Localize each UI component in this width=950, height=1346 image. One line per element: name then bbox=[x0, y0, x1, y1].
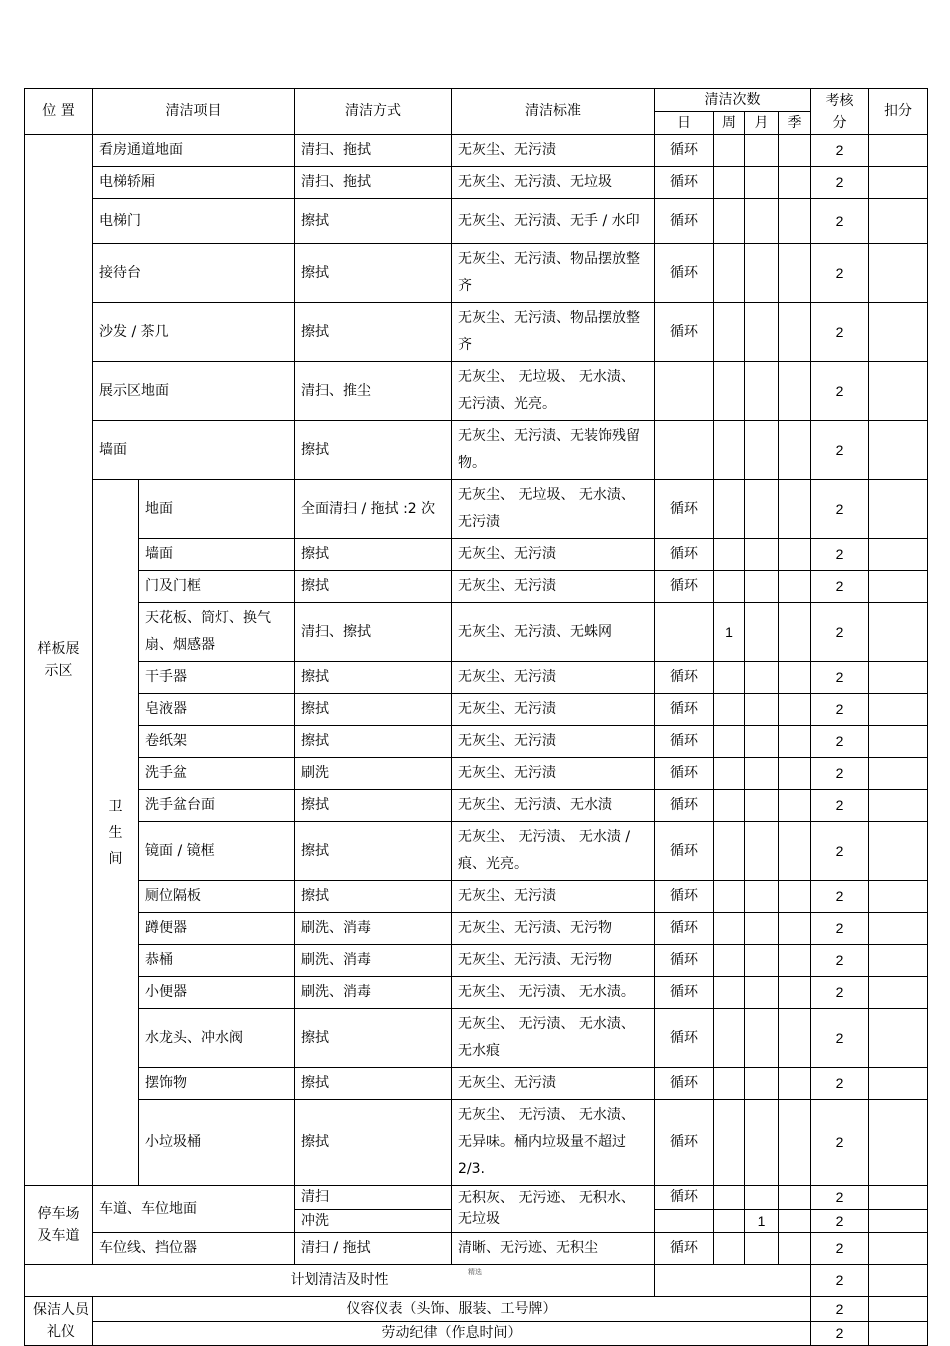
season-cell bbox=[779, 726, 811, 758]
deduct-cell bbox=[869, 603, 928, 662]
header-week: 周 bbox=[714, 112, 745, 135]
month-cell bbox=[745, 303, 779, 362]
deduct-cell bbox=[869, 1209, 928, 1233]
score-cell: 2 bbox=[811, 1233, 869, 1265]
deduct-cell bbox=[869, 421, 928, 480]
score-cell: 2 bbox=[811, 726, 869, 758]
standard-cell: 清晰、无污迹、无积尘 bbox=[452, 1233, 655, 1265]
method-cell: 擦拭 bbox=[295, 726, 452, 758]
item-cell: 墙面 bbox=[93, 421, 295, 480]
item-cell: 电梯门 bbox=[93, 199, 295, 244]
score-cell: 2 bbox=[811, 571, 869, 603]
season-cell bbox=[779, 480, 811, 539]
week-cell bbox=[714, 822, 745, 881]
day-cell: 循环 bbox=[655, 977, 714, 1009]
day-cell: 循环 bbox=[655, 1233, 714, 1265]
score-cell: 2 bbox=[811, 480, 869, 539]
month-cell bbox=[745, 1009, 779, 1068]
month-cell bbox=[745, 362, 779, 421]
month-cell bbox=[745, 480, 779, 539]
standard-cell: 无灰尘、无污渍、无污物 bbox=[452, 945, 655, 977]
deduct-cell bbox=[869, 881, 928, 913]
table-row bbox=[25, 1186, 928, 1210]
season-cell bbox=[779, 167, 811, 199]
day-cell: 循环 bbox=[655, 822, 714, 881]
season-cell bbox=[779, 945, 811, 977]
method-cell: 清扫 / 拖拭 bbox=[295, 1233, 452, 1265]
score-cell: 2 bbox=[811, 1100, 869, 1186]
month-cell bbox=[745, 822, 779, 881]
score-cell: 2 bbox=[811, 822, 869, 881]
method-cell: 清扫、擦拭 bbox=[295, 603, 452, 662]
month-cell bbox=[745, 539, 779, 571]
header-standard: 清洁标准 bbox=[452, 89, 655, 135]
standard-cell: 无灰尘、无污渍 bbox=[452, 694, 655, 726]
day-cell: 循环 bbox=[655, 913, 714, 945]
deduct-cell bbox=[869, 662, 928, 694]
standard-cell: 无灰尘、无污渍 bbox=[452, 135, 655, 167]
item-cell: 展示区地面 bbox=[93, 362, 295, 421]
day-cell: 循环 bbox=[655, 1186, 714, 1210]
standard-cell: 无灰尘、无污渍、无蛛网 bbox=[452, 603, 655, 662]
standard-cell: 无灰尘、无污渍、无手 / 水印 bbox=[452, 199, 655, 244]
item-cell: 看房通道地面 bbox=[93, 135, 295, 167]
page-footer: 精选 bbox=[468, 1268, 482, 1276]
day-cell bbox=[655, 362, 714, 421]
item-cell: 沙发 / 茶几 bbox=[93, 303, 295, 362]
standard-cell: 无灰尘、无污渍、无污物 bbox=[452, 913, 655, 945]
month-cell bbox=[745, 977, 779, 1009]
day-cell: 循环 bbox=[655, 1068, 714, 1100]
season-cell bbox=[779, 977, 811, 1009]
header-frequency: 清洁次数 bbox=[655, 89, 811, 112]
deduct-cell bbox=[869, 726, 928, 758]
deduct-cell bbox=[869, 480, 928, 539]
day-cell: 循环 bbox=[655, 726, 714, 758]
score-cell: 2 bbox=[811, 977, 869, 1009]
table-row bbox=[25, 135, 928, 167]
table-row bbox=[25, 199, 928, 244]
item-cell: 镜面 / 镜框 bbox=[139, 822, 295, 881]
item-cell: 蹲便器 bbox=[139, 913, 295, 945]
standard-cell: 无灰尘、无污渍、物品摆放整齐 bbox=[452, 303, 655, 362]
table-row bbox=[25, 539, 928, 571]
standard-cell: 无灰尘、无污渍 bbox=[452, 571, 655, 603]
day-cell: 循环 bbox=[655, 571, 714, 603]
standard-cell: 无灰尘、 无污渍、 无水渍、无水痕 bbox=[452, 1009, 655, 1068]
header-position: 位 置 bbox=[25, 89, 93, 135]
score-cell: 2 bbox=[811, 881, 869, 913]
cleaning-inspection-table bbox=[24, 88, 928, 1346]
table-row bbox=[25, 913, 928, 945]
method-cell: 擦拭 bbox=[295, 881, 452, 913]
deduct-cell bbox=[869, 539, 928, 571]
standard-cell: 无灰尘、无污渍 bbox=[452, 662, 655, 694]
season-cell bbox=[779, 199, 811, 244]
standard-cell: 无灰尘、无污渍 bbox=[452, 1068, 655, 1100]
score-cell: 2 bbox=[811, 1297, 869, 1322]
deduct-cell bbox=[869, 1100, 928, 1186]
score-cell: 2 bbox=[811, 1068, 869, 1100]
method-cell: 刷洗 bbox=[295, 758, 452, 790]
deduct-cell bbox=[869, 244, 928, 303]
standard-cell: 无灰尘、 无污渍、 无水渍、无异味。桶内垃圾量不超过 2/3. bbox=[452, 1100, 655, 1186]
day-cell: 循环 bbox=[655, 244, 714, 303]
method-cell: 擦拭 bbox=[295, 1100, 452, 1186]
score-cell: 2 bbox=[811, 135, 869, 167]
week-cell bbox=[714, 1209, 745, 1233]
deduct-cell bbox=[869, 758, 928, 790]
table-row bbox=[25, 790, 928, 822]
table-row bbox=[25, 1100, 928, 1186]
score-cell: 2 bbox=[811, 913, 869, 945]
item-cell: 墙面 bbox=[139, 539, 295, 571]
season-cell bbox=[779, 244, 811, 303]
table-row bbox=[25, 167, 928, 199]
week-cell bbox=[714, 945, 745, 977]
month-cell bbox=[745, 913, 779, 945]
item-cell: 小便器 bbox=[139, 977, 295, 1009]
section-showroom: 样板展示区 bbox=[25, 135, 93, 1186]
standard-cell: 无灰尘、无污渍、无垃圾 bbox=[452, 167, 655, 199]
table-row bbox=[25, 421, 928, 480]
table-row bbox=[25, 881, 928, 913]
table-row bbox=[25, 603, 928, 662]
plan-label: 计划清洁及时性 bbox=[25, 1265, 655, 1297]
table-row bbox=[25, 480, 928, 539]
table-row bbox=[25, 1009, 928, 1068]
week-cell bbox=[714, 199, 745, 244]
method-cell: 清扫、推尘 bbox=[295, 362, 452, 421]
season-cell bbox=[779, 822, 811, 881]
score-cell: 2 bbox=[811, 539, 869, 571]
method-cell: 擦拭 bbox=[295, 822, 452, 881]
season-cell bbox=[779, 881, 811, 913]
deduct-cell bbox=[869, 1297, 928, 1322]
section-restroom: 卫生间 bbox=[93, 480, 139, 1186]
week-cell bbox=[714, 1233, 745, 1265]
season-cell bbox=[779, 758, 811, 790]
deduct-cell bbox=[869, 199, 928, 244]
method-cell: 冲洗 bbox=[295, 1209, 452, 1233]
deduct-cell bbox=[869, 790, 928, 822]
month-cell bbox=[745, 662, 779, 694]
day-cell: 循环 bbox=[655, 945, 714, 977]
section-etiquette: 保洁人员礼仪 bbox=[25, 1297, 93, 1346]
day-cell bbox=[655, 603, 714, 662]
season-cell bbox=[779, 539, 811, 571]
header-item: 清洁项目 bbox=[93, 89, 295, 135]
season-cell bbox=[779, 694, 811, 726]
season-cell bbox=[779, 603, 811, 662]
day-cell bbox=[655, 421, 714, 480]
month-cell bbox=[745, 790, 779, 822]
week-cell bbox=[714, 362, 745, 421]
table-row bbox=[25, 1297, 928, 1322]
day-cell: 循环 bbox=[655, 303, 714, 362]
deduct-cell bbox=[869, 1068, 928, 1100]
week-cell bbox=[714, 881, 745, 913]
table-row bbox=[25, 945, 928, 977]
standard-cell: 无灰尘、无污渍、无水渍 bbox=[452, 790, 655, 822]
week-cell bbox=[714, 1068, 745, 1100]
week-cell: 1 bbox=[714, 603, 745, 662]
score-cell: 2 bbox=[811, 1321, 869, 1346]
section-parking: 停车场及车道 bbox=[25, 1186, 93, 1265]
method-cell: 擦拭 bbox=[295, 1009, 452, 1068]
deduct-cell bbox=[869, 694, 928, 726]
table-row bbox=[25, 822, 928, 881]
month-cell bbox=[745, 1068, 779, 1100]
deduct-cell bbox=[869, 362, 928, 421]
method-cell: 擦拭 bbox=[295, 1068, 452, 1100]
table-row bbox=[25, 1321, 928, 1346]
day-cell: 循环 bbox=[655, 480, 714, 539]
header-method: 清洁方式 bbox=[295, 89, 452, 135]
item-cell: 皂液器 bbox=[139, 694, 295, 726]
score-cell: 2 bbox=[811, 421, 869, 480]
method-cell: 擦拭 bbox=[295, 244, 452, 303]
week-cell bbox=[714, 662, 745, 694]
month-cell: 1 bbox=[745, 1209, 779, 1233]
season-cell bbox=[779, 421, 811, 480]
item-cell: 卷纸架 bbox=[139, 726, 295, 758]
week-cell bbox=[714, 1186, 745, 1210]
day-cell: 循环 bbox=[655, 881, 714, 913]
week-cell bbox=[714, 303, 745, 362]
month-cell bbox=[745, 244, 779, 303]
deduct-cell bbox=[869, 913, 928, 945]
item-cell: 恭桶 bbox=[139, 945, 295, 977]
score-cell: 2 bbox=[811, 1209, 869, 1233]
month-cell bbox=[745, 421, 779, 480]
item-cell: 车位线、挡位器 bbox=[93, 1233, 295, 1265]
day-cell: 循环 bbox=[655, 790, 714, 822]
table-row bbox=[25, 726, 928, 758]
method-cell: 擦拭 bbox=[295, 790, 452, 822]
score-cell: 2 bbox=[811, 303, 869, 362]
method-cell: 擦拭 bbox=[295, 571, 452, 603]
method-cell: 擦拭 bbox=[295, 303, 452, 362]
season-cell bbox=[779, 135, 811, 167]
method-cell: 擦拭 bbox=[295, 694, 452, 726]
item-cell: 厕位隔板 bbox=[139, 881, 295, 913]
method-cell: 刷洗、消毒 bbox=[295, 913, 452, 945]
score-cell: 2 bbox=[811, 1265, 869, 1297]
header-deduct: 扣分 bbox=[869, 89, 928, 135]
item-cell: 天花板、筒灯、换气扇、烟感器 bbox=[139, 603, 295, 662]
method-cell: 擦拭 bbox=[295, 662, 452, 694]
standard-cell: 无灰尘、无污渍 bbox=[452, 881, 655, 913]
etiquette-discipline: 劳动纪律（作息时间） bbox=[93, 1321, 811, 1346]
table-row bbox=[25, 1233, 928, 1265]
week-cell bbox=[714, 571, 745, 603]
score-cell: 2 bbox=[811, 362, 869, 421]
method-cell: 擦拭 bbox=[295, 421, 452, 480]
day-cell bbox=[655, 1209, 714, 1233]
week-cell bbox=[714, 539, 745, 571]
week-cell bbox=[714, 480, 745, 539]
month-cell bbox=[745, 945, 779, 977]
method-cell: 擦拭 bbox=[295, 199, 452, 244]
month-cell bbox=[745, 1233, 779, 1265]
method-cell: 清扫、拖拭 bbox=[295, 135, 452, 167]
standard-cell: 无灰尘、无污渍 bbox=[452, 758, 655, 790]
month-cell bbox=[745, 571, 779, 603]
item-cell: 车道、车位地面 bbox=[93, 1186, 295, 1233]
item-cell: 洗手盆 bbox=[139, 758, 295, 790]
header-day: 日 bbox=[655, 112, 714, 135]
day-cell: 循环 bbox=[655, 199, 714, 244]
deduct-cell bbox=[869, 822, 928, 881]
month-cell bbox=[745, 881, 779, 913]
day-cell: 循环 bbox=[655, 135, 714, 167]
season-cell bbox=[779, 1068, 811, 1100]
score-cell: 2 bbox=[811, 199, 869, 244]
item-cell: 接待台 bbox=[93, 244, 295, 303]
deduct-cell bbox=[869, 1233, 928, 1265]
item-cell: 小垃圾桶 bbox=[139, 1100, 295, 1186]
week-cell bbox=[714, 421, 745, 480]
day-cell: 循环 bbox=[655, 1009, 714, 1068]
season-cell bbox=[779, 303, 811, 362]
month-cell bbox=[745, 135, 779, 167]
day-cell: 循环 bbox=[655, 1100, 714, 1186]
week-cell bbox=[714, 790, 745, 822]
week-cell bbox=[714, 913, 745, 945]
deduct-cell bbox=[869, 977, 928, 1009]
season-cell bbox=[779, 571, 811, 603]
standard-cell: 无灰尘、 无污渍、 无水渍。 bbox=[452, 977, 655, 1009]
table-row bbox=[25, 571, 928, 603]
table-row bbox=[25, 662, 928, 694]
item-cell: 干手器 bbox=[139, 662, 295, 694]
method-cell: 擦拭 bbox=[295, 539, 452, 571]
week-cell bbox=[714, 244, 745, 303]
standard-cell: 无灰尘、 无垃圾、 无水渍、无污渍 bbox=[452, 480, 655, 539]
item-cell: 水龙头、冲水阀 bbox=[139, 1009, 295, 1068]
item-cell: 电梯轿厢 bbox=[93, 167, 295, 199]
standard-cell: 无灰尘、无污渍、无装饰残留物。 bbox=[452, 421, 655, 480]
deduct-cell bbox=[869, 135, 928, 167]
month-cell bbox=[745, 167, 779, 199]
header-score: 考核分 bbox=[811, 89, 869, 135]
week-cell bbox=[714, 135, 745, 167]
item-cell: 门及门框 bbox=[139, 571, 295, 603]
table-row bbox=[25, 303, 928, 362]
season-cell bbox=[779, 662, 811, 694]
score-cell: 2 bbox=[811, 603, 869, 662]
table-row bbox=[25, 1068, 928, 1100]
season-cell bbox=[779, 913, 811, 945]
score-cell: 2 bbox=[811, 1009, 869, 1068]
table-row bbox=[25, 758, 928, 790]
month-cell bbox=[745, 694, 779, 726]
month-cell bbox=[745, 199, 779, 244]
score-cell: 2 bbox=[811, 244, 869, 303]
month-cell bbox=[745, 1186, 779, 1210]
method-cell: 全面清扫 / 拖拭 :2 次 bbox=[295, 480, 452, 539]
week-cell bbox=[714, 167, 745, 199]
deduct-cell bbox=[869, 167, 928, 199]
item-cell: 地面 bbox=[139, 480, 295, 539]
score-cell: 2 bbox=[811, 790, 869, 822]
season-cell bbox=[779, 1209, 811, 1233]
deduct-cell bbox=[869, 945, 928, 977]
score-cell: 2 bbox=[811, 167, 869, 199]
week-cell bbox=[714, 694, 745, 726]
week-cell bbox=[714, 1100, 745, 1186]
standard-cell: 无灰尘、无污渍、物品摆放整齐 bbox=[452, 244, 655, 303]
month-cell bbox=[745, 603, 779, 662]
season-cell bbox=[779, 790, 811, 822]
deduct-cell bbox=[869, 1186, 928, 1210]
method-cell: 清扫、拖拭 bbox=[295, 167, 452, 199]
etiquette-appearance: 仪容仪表（头饰、服装、工号牌） bbox=[93, 1297, 811, 1322]
deduct-cell bbox=[869, 571, 928, 603]
season-cell bbox=[779, 362, 811, 421]
day-cell: 循环 bbox=[655, 539, 714, 571]
method-cell: 刷洗、消毒 bbox=[295, 945, 452, 977]
method-cell: 清扫 bbox=[295, 1186, 452, 1210]
month-cell bbox=[745, 726, 779, 758]
standard-cell: 无灰尘、 无污渍、 无水渍 / 痕、光亮。 bbox=[452, 822, 655, 881]
table-row bbox=[25, 362, 928, 421]
week-cell bbox=[714, 758, 745, 790]
season-cell bbox=[779, 1100, 811, 1186]
day-cell: 循环 bbox=[655, 167, 714, 199]
table-row bbox=[25, 244, 928, 303]
season-cell bbox=[779, 1009, 811, 1068]
day-cell: 循环 bbox=[655, 662, 714, 694]
score-cell: 2 bbox=[811, 945, 869, 977]
deduct-cell bbox=[869, 1321, 928, 1346]
score-cell: 2 bbox=[811, 1186, 869, 1210]
header-season: 季 bbox=[779, 112, 811, 135]
item-cell: 洗手盆台面 bbox=[139, 790, 295, 822]
season-cell bbox=[779, 1233, 811, 1265]
standard-cell: 无灰尘、无污渍 bbox=[452, 726, 655, 758]
standard-cell: 无灰尘、 无垃圾、 无水渍、无污渍、光亮。 bbox=[452, 362, 655, 421]
deduct-cell bbox=[869, 1009, 928, 1068]
score-cell: 2 bbox=[811, 694, 869, 726]
standard-cell: 无灰尘、无污渍 bbox=[452, 539, 655, 571]
method-cell: 刷洗、消毒 bbox=[295, 977, 452, 1009]
table-row bbox=[25, 694, 928, 726]
standard-cell: 无积灰、 无污迹、 无积水、无垃圾 bbox=[452, 1186, 655, 1233]
month-cell bbox=[745, 1100, 779, 1186]
table-row bbox=[25, 977, 928, 1009]
week-cell bbox=[714, 977, 745, 1009]
day-cell: 循环 bbox=[655, 694, 714, 726]
score-cell: 2 bbox=[811, 758, 869, 790]
deduct-cell bbox=[869, 303, 928, 362]
header-month: 月 bbox=[745, 112, 779, 135]
week-cell bbox=[714, 1009, 745, 1068]
item-cell: 摆饰物 bbox=[139, 1068, 295, 1100]
month-cell bbox=[745, 758, 779, 790]
day-cell: 循环 bbox=[655, 758, 714, 790]
season-cell bbox=[779, 1186, 811, 1210]
score-cell: 2 bbox=[811, 662, 869, 694]
week-cell bbox=[714, 726, 745, 758]
